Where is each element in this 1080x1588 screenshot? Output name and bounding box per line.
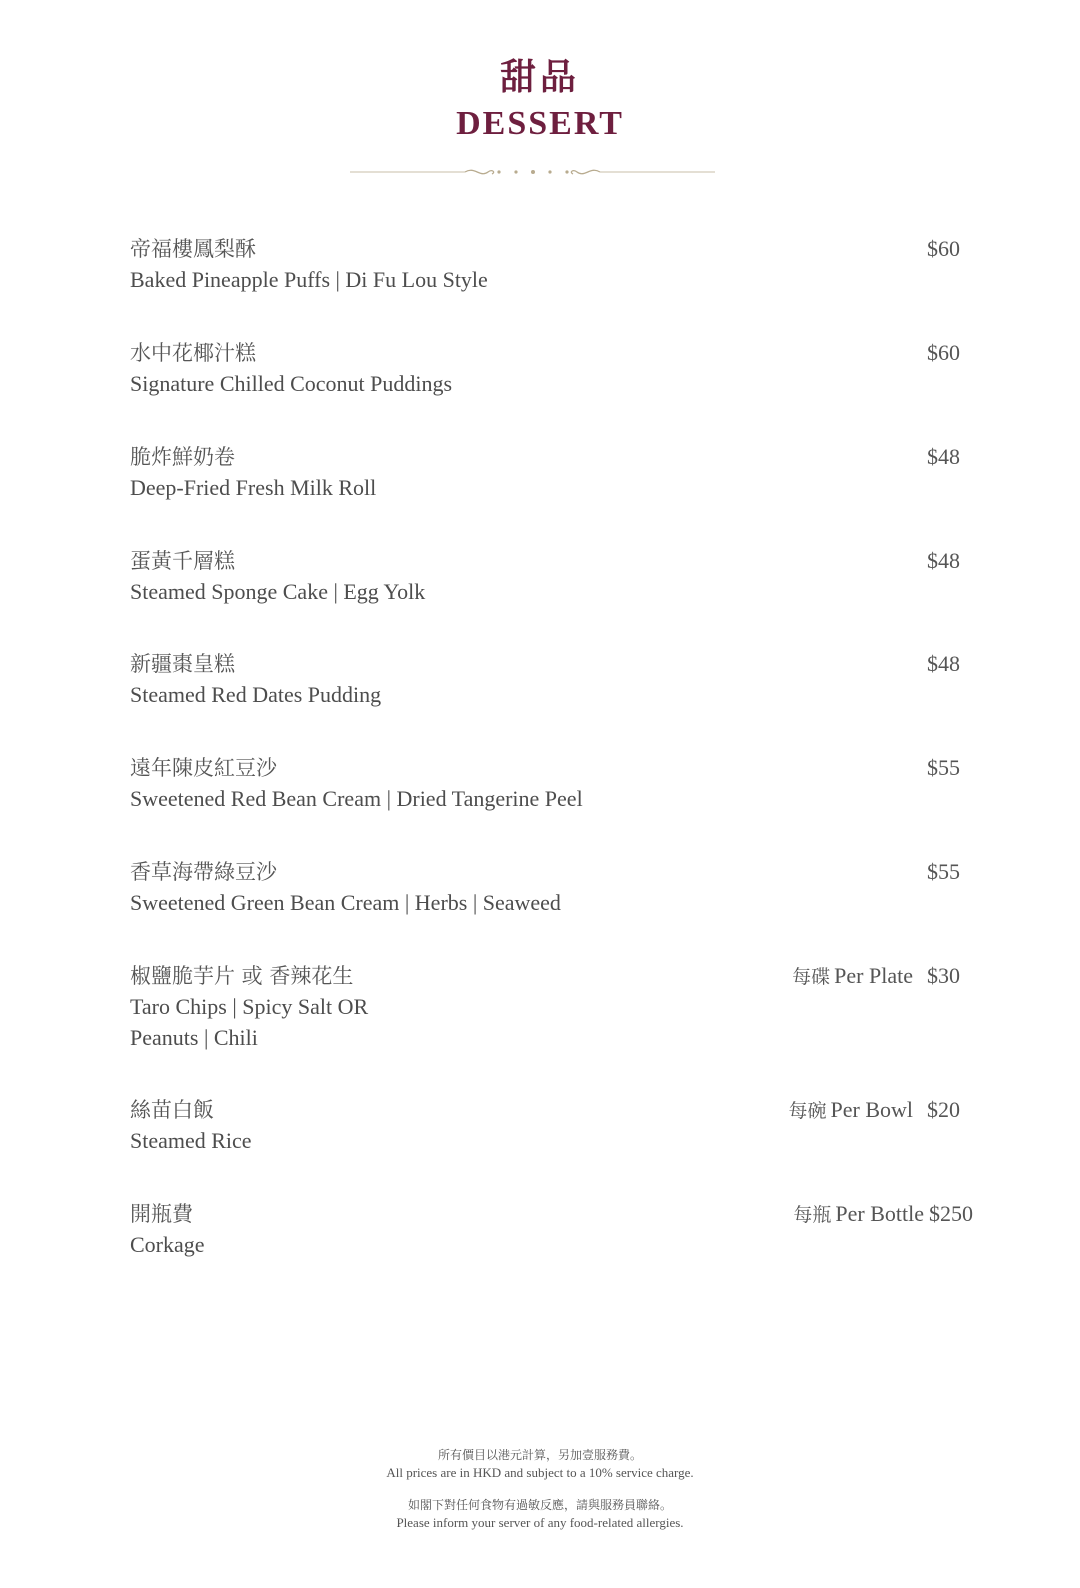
service-charge-note-chinese: 所有價目以港元計算，另加壹服務費。	[437, 1448, 642, 1462]
price-amount: $250	[929, 1201, 973, 1226]
item-name-english: Steamed Sponge Cake | Egg Yolk	[130, 579, 426, 604]
item-name-chinese: 脆炸鮮奶卷	[130, 445, 235, 469]
price-unit-chinese: 每碗	[788, 1100, 827, 1122]
price-amount: $48	[927, 444, 960, 469]
allergy-note-chinese: 如閣下對任何食物有過敏反應，請與服務員聯絡。	[407, 1498, 672, 1512]
menu-item	[130, 1199, 980, 1260]
item-price	[913, 857, 960, 887]
price-unit-english: Per Bowl	[830, 1097, 913, 1122]
item-name-english: Sweetened Red Bean Cream | Dried Tangerine Peel	[130, 786, 583, 811]
item-price	[788, 1095, 960, 1126]
item-name-english: Corkage	[130, 1232, 205, 1257]
price-unit-english: Per Bottle	[835, 1201, 924, 1226]
item-price	[913, 649, 960, 679]
section-title-english: DESSERT	[456, 105, 624, 142]
item-name-chinese: 蛋黃千層糕	[130, 549, 235, 573]
ornament-divider-icon	[350, 160, 715, 184]
section-title-chinese: 甜品	[499, 56, 580, 98]
price-amount: $55	[927, 755, 960, 780]
item-price	[792, 961, 960, 992]
item-name-chinese: 遠年陳皮紅豆沙	[130, 756, 277, 780]
price-amount: $48	[927, 651, 960, 676]
price-amount: $55	[927, 859, 960, 884]
item-name-english: Deep-Fried Fresh Milk Roll	[130, 475, 377, 500]
price-amount: $60	[927, 236, 960, 261]
item-price	[913, 753, 960, 783]
item-name-chinese: 絲苗白飯	[130, 1098, 214, 1122]
price-unit-chinese: 每碟	[792, 966, 831, 988]
menu-item	[130, 546, 980, 607]
item-price	[913, 234, 960, 264]
menu-item	[130, 649, 980, 710]
item-name-english: Steamed Rice	[130, 1128, 252, 1153]
item-name-english: Sweetened Green Bean Cream | Herbs | Seaweed	[130, 890, 561, 915]
item-name-chinese: 新疆棗皇糕	[130, 652, 235, 676]
item-name-english: Taro Chips | Spicy Salt OR Peanuts | Chili	[130, 994, 369, 1050]
menu-footer	[0, 1446, 1080, 1546]
item-price	[913, 338, 960, 368]
menu-header	[0, 52, 1080, 146]
item-name-chinese: 開瓶費	[130, 1202, 193, 1226]
price-amount: $48	[927, 548, 960, 573]
service-charge-note-english: All prices are in HKD and subject to a 10% service charge.	[386, 1465, 694, 1480]
item-name-chinese: 椒鹽脆芋片 或 香辣花生	[130, 964, 354, 988]
item-name-english: Steamed Red Dates Pudding	[130, 682, 382, 707]
price-unit-english: Per Plate	[834, 963, 913, 988]
item-name-chinese: 香草海帶綠豆沙	[130, 860, 277, 884]
item-name-chinese: 水中花椰汁糕	[130, 341, 256, 365]
menu-item	[130, 857, 980, 918]
item-price	[793, 1199, 973, 1230]
item-name-english: Signature Chilled Coconut Puddings	[130, 371, 453, 396]
item-name-english: Baked Pineapple Puffs | Di Fu Lou Style	[130, 267, 488, 292]
service-charge-note	[0, 1446, 1080, 1482]
menu-item	[130, 753, 980, 814]
allergy-note-english: Please inform your server of any food-related allergies.	[396, 1515, 684, 1530]
menu-item	[130, 234, 980, 295]
menu-item	[130, 961, 980, 1053]
menu-item	[130, 442, 980, 503]
item-name-chinese: 帝福樓鳳梨酥	[130, 237, 256, 261]
menu-item	[130, 1095, 980, 1156]
price-amount: $60	[927, 340, 960, 365]
allergy-note	[0, 1496, 1080, 1532]
price-unit-chinese: 每瓶	[793, 1204, 832, 1226]
menu-item	[130, 338, 980, 399]
price-amount: $20	[927, 1097, 960, 1122]
price-amount: $30	[927, 963, 960, 988]
item-price	[913, 546, 960, 576]
item-price	[913, 442, 960, 472]
